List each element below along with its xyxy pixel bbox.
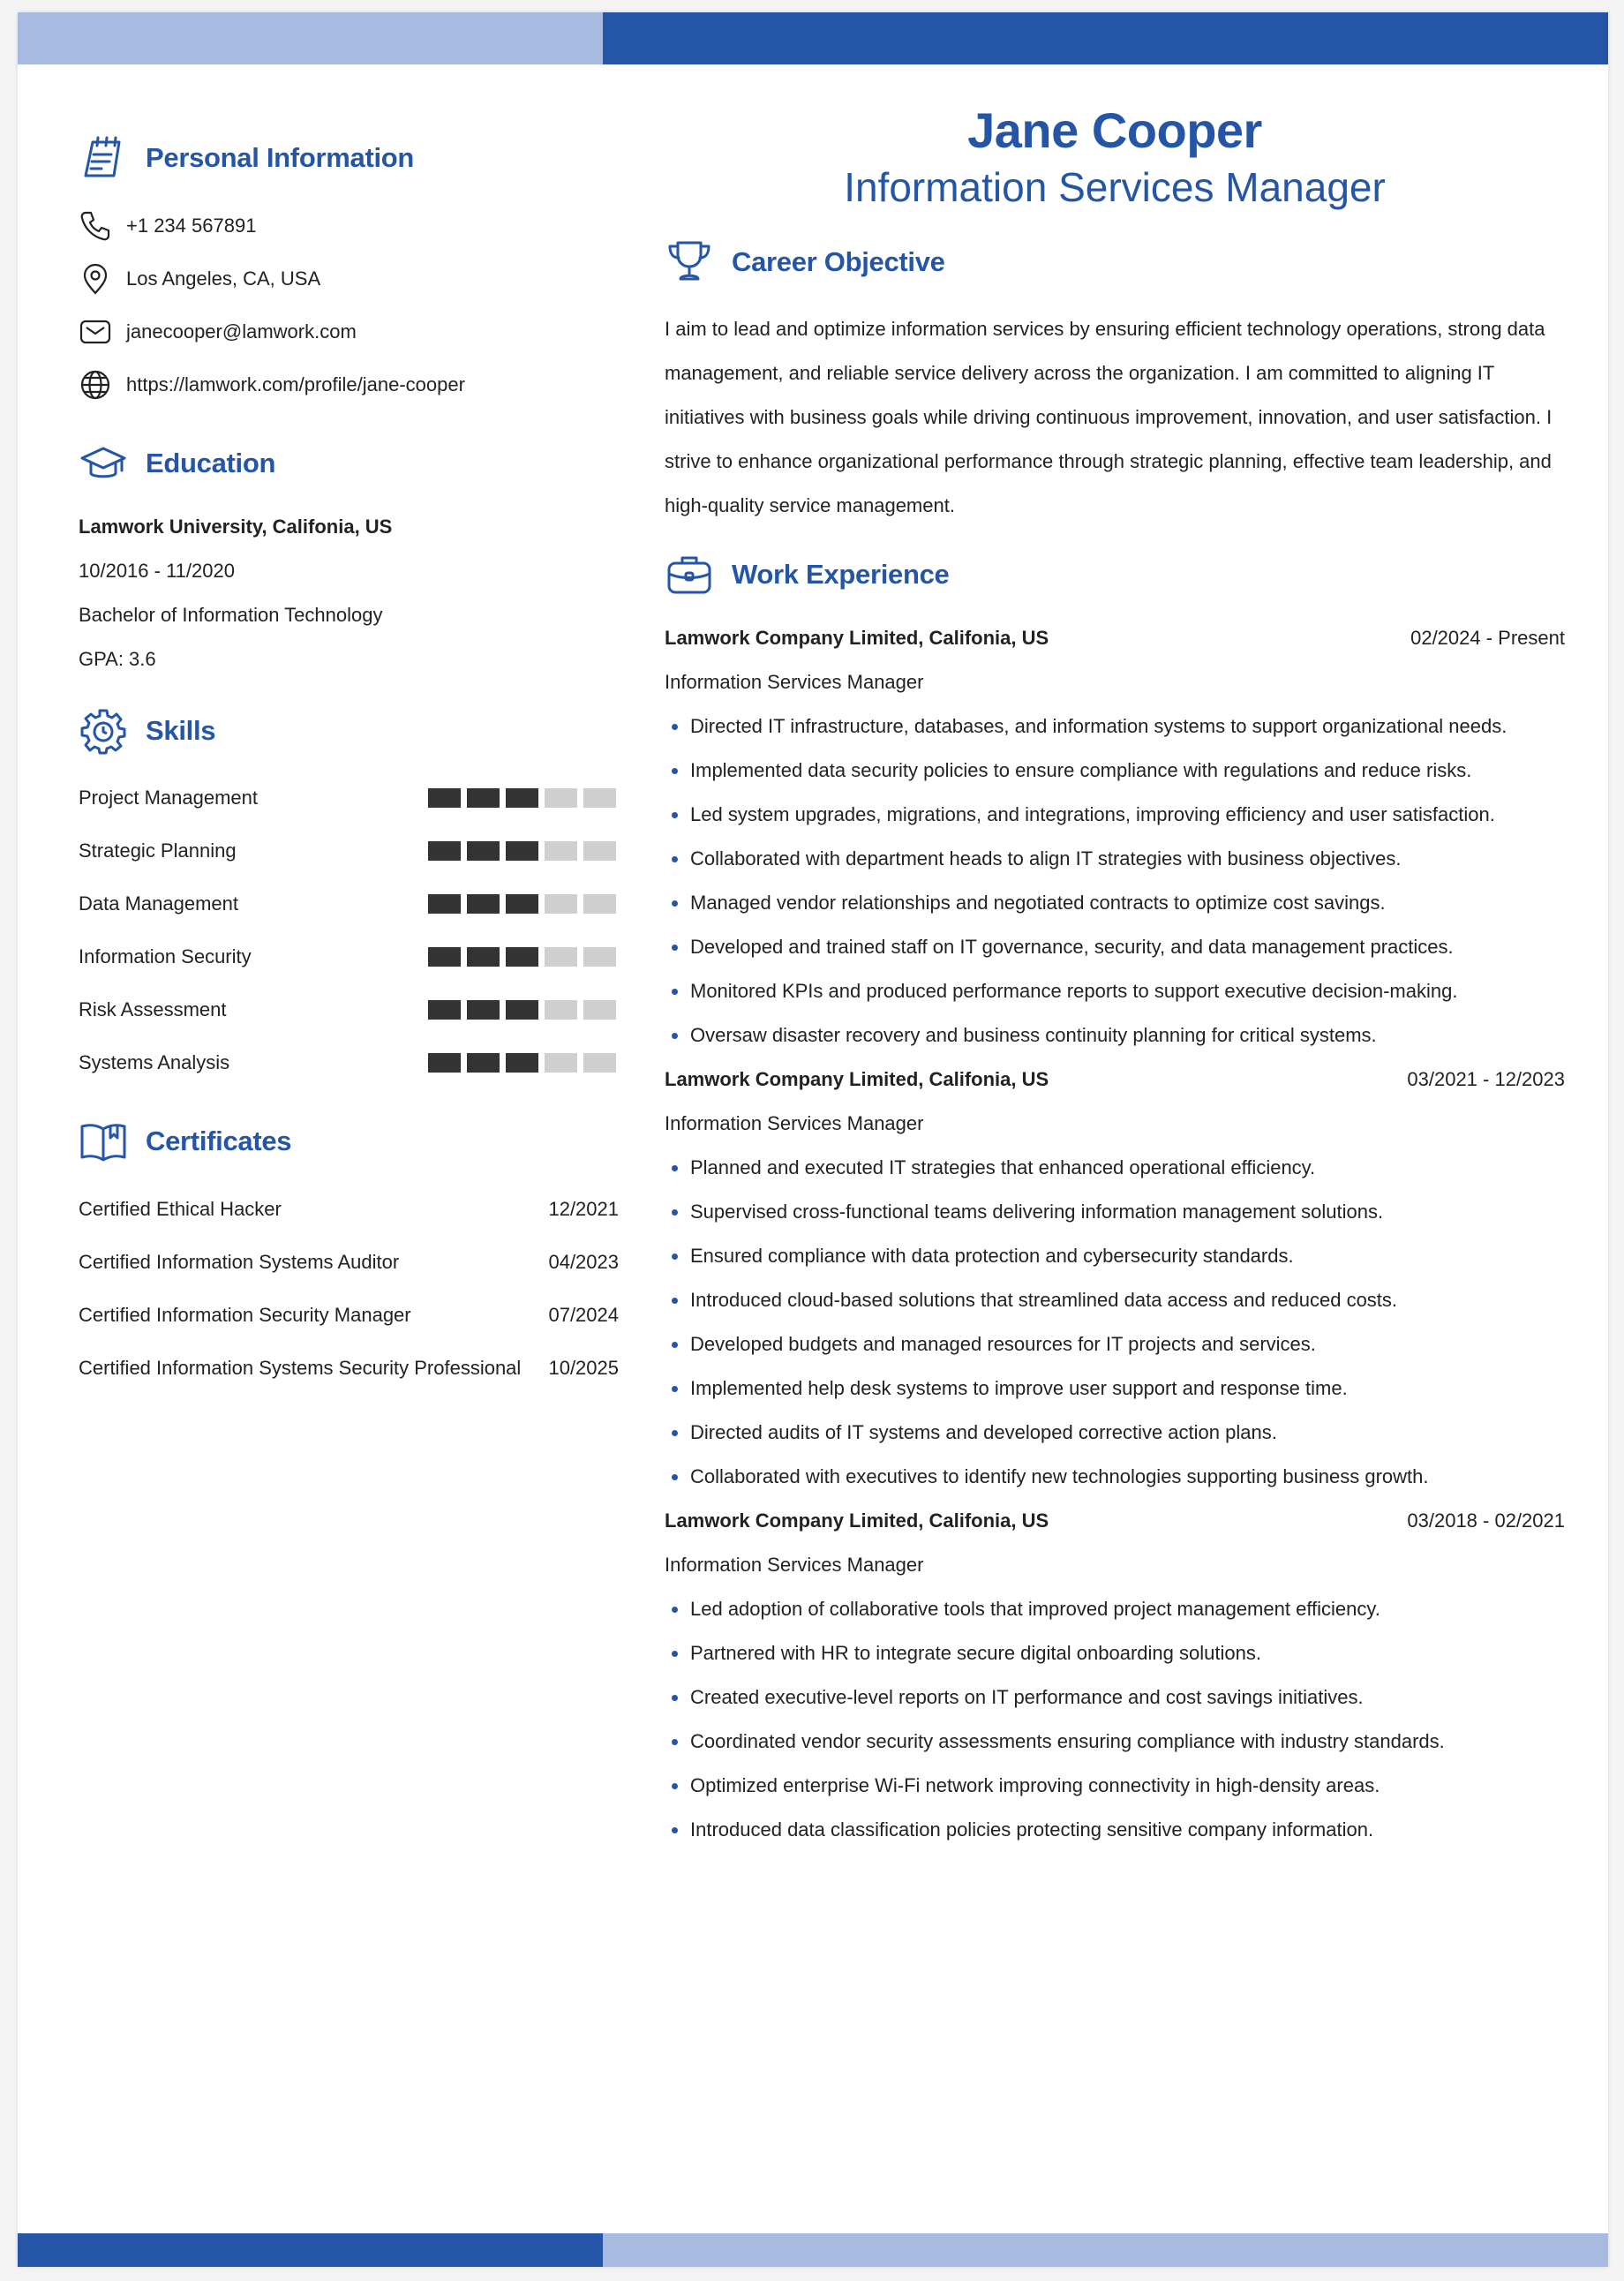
- job-bullet: Developed and trained staff on IT governance, security, and data management practices.: [665, 925, 1565, 969]
- skill-name: Systems Analysis: [79, 1051, 230, 1073]
- skills-list: [79, 772, 619, 1089]
- skill-row: [79, 824, 619, 877]
- job-bullet-list: [665, 1587, 1565, 1852]
- job-entry: [665, 1499, 1565, 1852]
- resume-page: [18, 12, 1608, 2267]
- certificate-row: [79, 1289, 619, 1342]
- skill-level-block-filled: [506, 1000, 538, 1020]
- certificate-name: Certified Information Systems Security Professional: [79, 1357, 522, 1379]
- job-bullet: Implemented help desk systems to improve user support and response time.: [665, 1366, 1565, 1411]
- job-header: [665, 1058, 1565, 1102]
- job-entry: [665, 1058, 1565, 1499]
- candidate-name: Jane Cooper: [967, 102, 1262, 158]
- section-title: Skills: [146, 715, 216, 746]
- skill-level-meter: [428, 841, 616, 861]
- job-role: Information Services Manager: [665, 671, 924, 693]
- graduation-cap-icon: [79, 439, 128, 488]
- job-dates: 03/2021 - 12/2023: [1407, 1068, 1565, 1090]
- job-dates: 03/2018 - 02/2021: [1407, 1509, 1565, 1532]
- skill-level-block-empty: [583, 1053, 616, 1073]
- skill-level-block-empty: [545, 947, 577, 967]
- section-title: Career Objective: [732, 246, 945, 277]
- gear-icon: [79, 706, 128, 756]
- skill-level-block-empty: [583, 894, 616, 914]
- job-bullet: Directed IT infrastructure, databases, and information systems to support organizational needs.: [665, 704, 1565, 749]
- skill-level-block-empty: [583, 841, 616, 861]
- job-company: Lamwork Company Limited, Califonia, US: [665, 1509, 1049, 1532]
- skill-level-block-filled: [506, 841, 538, 861]
- job-header: [665, 1499, 1565, 1543]
- skill-level-block-filled: [428, 1000, 461, 1020]
- skill-level-meter: [428, 894, 616, 914]
- certificates-heading: [79, 1110, 619, 1172]
- skills-heading: [79, 700, 619, 762]
- skill-level-block-filled: [506, 1053, 538, 1073]
- skill-row: [79, 983, 619, 1036]
- bottom-bar-dark: [18, 2233, 603, 2267]
- section-title: Work Experience: [732, 559, 950, 590]
- education-degree: Bachelor of Information Technology: [79, 604, 383, 626]
- job-bullet: Ensured compliance with data protection and cybersecurity standards.: [665, 1234, 1565, 1278]
- job-bullet-list: [665, 704, 1565, 1058]
- skill-level-block-filled: [428, 947, 461, 967]
- skill-row: [79, 772, 619, 824]
- skill-level-block-filled: [467, 1000, 500, 1020]
- skill-level-block-filled: [467, 894, 500, 914]
- skill-level-meter: [428, 1053, 616, 1073]
- top-bar-dark: [603, 12, 1608, 64]
- trophy-icon: [665, 237, 714, 287]
- skill-row: [79, 930, 619, 983]
- left-column: [79, 127, 619, 1395]
- skill-level-block-empty: [583, 1000, 616, 1020]
- phone-text: +1 234 567891: [126, 215, 257, 237]
- job-header: [665, 616, 1565, 660]
- top-bar-light: [18, 12, 603, 64]
- career-objective-heading: [665, 231, 1565, 293]
- skill-level-meter: [428, 788, 616, 808]
- job-bullet: Partnered with HR to integrate secure digital onboarding solutions.: [665, 1631, 1565, 1675]
- job-bullet: Optimized enterprise Wi-Fi network improving connectivity in high-density areas.: [665, 1764, 1565, 1808]
- job-bullet: Managed vendor relationships and negotiated contracts to optimize cost savings.: [665, 881, 1565, 925]
- skill-level-block-filled: [428, 788, 461, 808]
- job-bullet: Supervised cross-functional teams delivering information management solutions.: [665, 1190, 1565, 1234]
- skill-row: [79, 877, 619, 930]
- skill-name: Data Management: [79, 892, 238, 915]
- skill-row: [79, 1036, 619, 1089]
- job-role: Information Services Manager: [665, 1554, 924, 1576]
- job-bullet: Directed audits of IT systems and developed corrective action plans.: [665, 1411, 1565, 1455]
- job-company: Lamwork Company Limited, Califonia, US: [665, 627, 1049, 649]
- certificate-row: [79, 1183, 619, 1236]
- work-experience-list: [665, 616, 1565, 1852]
- right-column: [665, 101, 1565, 1852]
- certificate-date: 12/2021: [548, 1198, 619, 1220]
- certificates-list: [79, 1183, 619, 1395]
- contact-website: [79, 358, 619, 411]
- skill-level-block-filled: [428, 894, 461, 914]
- briefcase-icon: [665, 550, 714, 599]
- mail-icon: [79, 315, 112, 349]
- notepad-icon: [79, 133, 128, 183]
- job-bullet: Planned and executed IT strategies that enhanced operational efficiency.: [665, 1146, 1565, 1190]
- job-company: Lamwork Company Limited, Califonia, US: [665, 1068, 1049, 1090]
- education-gpa: GPA: 3.6: [79, 648, 156, 670]
- candidate-title: Information Services Manager: [844, 164, 1386, 210]
- bottom-bar-light: [603, 2233, 1608, 2267]
- skill-level-block-empty: [545, 1053, 577, 1073]
- education-school: Lamwork University, Califonia, US: [79, 516, 393, 538]
- job-bullet: Collaborated with executives to identify new technologies supporting business growth.: [665, 1455, 1565, 1499]
- job-role: Information Services Manager: [665, 1112, 924, 1134]
- certificate-row: [79, 1342, 619, 1395]
- section-title: Education: [146, 448, 276, 478]
- skill-level-block-filled: [506, 894, 538, 914]
- job-bullet: Led adoption of collaborative tools that improved project management efficiency.: [665, 1587, 1565, 1631]
- education-heading: [79, 433, 619, 494]
- career-objective-text: I aim to lead and optimize information services by ensuring efficient technology operations, strong data management, and reliable service delivery across the organization. I am committed to aligning IT initiatives with business goals while driving continuous improvement, innovation, and user satisfaction. I strive to enhance organizational performance through strategic planning, effective team leadership, and high-quality service management.: [665, 318, 1553, 516]
- location-pin-icon: [79, 262, 112, 296]
- job-bullet: Introduced cloud-based solutions that streamlined data access and reduced costs.: [665, 1278, 1565, 1322]
- globe-icon: [79, 368, 112, 402]
- work-experience-heading: [665, 544, 1565, 606]
- skill-name: Risk Assessment: [79, 998, 227, 1020]
- personal-info-heading: [79, 127, 619, 189]
- skill-level-block-filled: [467, 947, 500, 967]
- education-dates: 10/2016 - 11/2020: [79, 560, 235, 582]
- phone-icon: [79, 209, 112, 243]
- certificate-row: [79, 1236, 619, 1289]
- skill-level-block-empty: [583, 788, 616, 808]
- skill-level-block-empty: [545, 894, 577, 914]
- job-dates: 02/2024 - Present: [1410, 627, 1565, 649]
- job-bullet: Monitored KPIs and produced performance reports to support executive decision-making.: [665, 969, 1565, 1013]
- email-text[interactable]: janecooper@lamwork.com: [126, 320, 357, 343]
- skill-level-block-empty: [545, 788, 577, 808]
- job-entry: [665, 616, 1565, 1058]
- section-title: Certificates: [146, 1125, 292, 1156]
- website-link[interactable]: https://lamwork.com/profile/jane-cooper: [126, 373, 465, 395]
- job-bullet: Coordinated vendor security assessments ensuring compliance with industry standards.: [665, 1720, 1565, 1764]
- certificate-date: 10/2025: [548, 1357, 619, 1379]
- job-bullet-list: [665, 1146, 1565, 1499]
- certificate-name: Certified Ethical Hacker: [79, 1198, 282, 1220]
- job-bullet: Oversaw disaster recovery and business continuity planning for critical systems.: [665, 1013, 1565, 1058]
- skill-level-block-filled: [467, 1053, 500, 1073]
- skill-level-block-filled: [506, 947, 538, 967]
- skill-level-block-filled: [467, 788, 500, 808]
- certificate-name: Certified Information Security Manager: [79, 1304, 411, 1326]
- contact-location: [79, 252, 619, 305]
- skill-name: Information Security: [79, 945, 252, 967]
- skill-level-block-filled: [467, 841, 500, 861]
- job-bullet: Collaborated with department heads to align IT strategies with business objectives.: [665, 837, 1565, 881]
- certificate-date: 07/2024: [548, 1304, 619, 1326]
- job-bullet: Developed budgets and managed resources for IT projects and services.: [665, 1322, 1565, 1366]
- location-text: Los Angeles, CA, USA: [126, 267, 321, 290]
- section-title: Personal Information: [146, 142, 415, 173]
- skill-level-block-empty: [583, 947, 616, 967]
- contact-phone: [79, 199, 619, 252]
- certificate-date: 04/2023: [548, 1251, 619, 1273]
- skill-level-block-empty: [545, 1000, 577, 1020]
- skill-name: Strategic Planning: [79, 839, 237, 862]
- job-bullet: Led system upgrades, migrations, and integrations, improving efficiency and user satisfaction.: [665, 793, 1565, 837]
- skill-level-meter: [428, 947, 616, 967]
- skill-level-block-filled: [506, 788, 538, 808]
- contact-email: [79, 305, 619, 358]
- skill-name: Project Management: [79, 787, 258, 809]
- open-book-icon: [79, 1117, 128, 1166]
- skill-level-block-filled: [428, 841, 461, 861]
- skill-level-meter: [428, 1000, 616, 1020]
- certificate-name: Certified Information Systems Auditor: [79, 1251, 400, 1273]
- skill-level-block-empty: [545, 841, 577, 861]
- job-bullet: Implemented data security policies to ensure compliance with regulations and reduce risks.: [665, 749, 1565, 793]
- job-bullet: Introduced data classification policies protecting sensitive company information.: [665, 1808, 1565, 1852]
- job-bullet: Created executive-level reports on IT performance and cost savings initiatives.: [665, 1675, 1565, 1720]
- skill-level-block-filled: [428, 1053, 461, 1073]
